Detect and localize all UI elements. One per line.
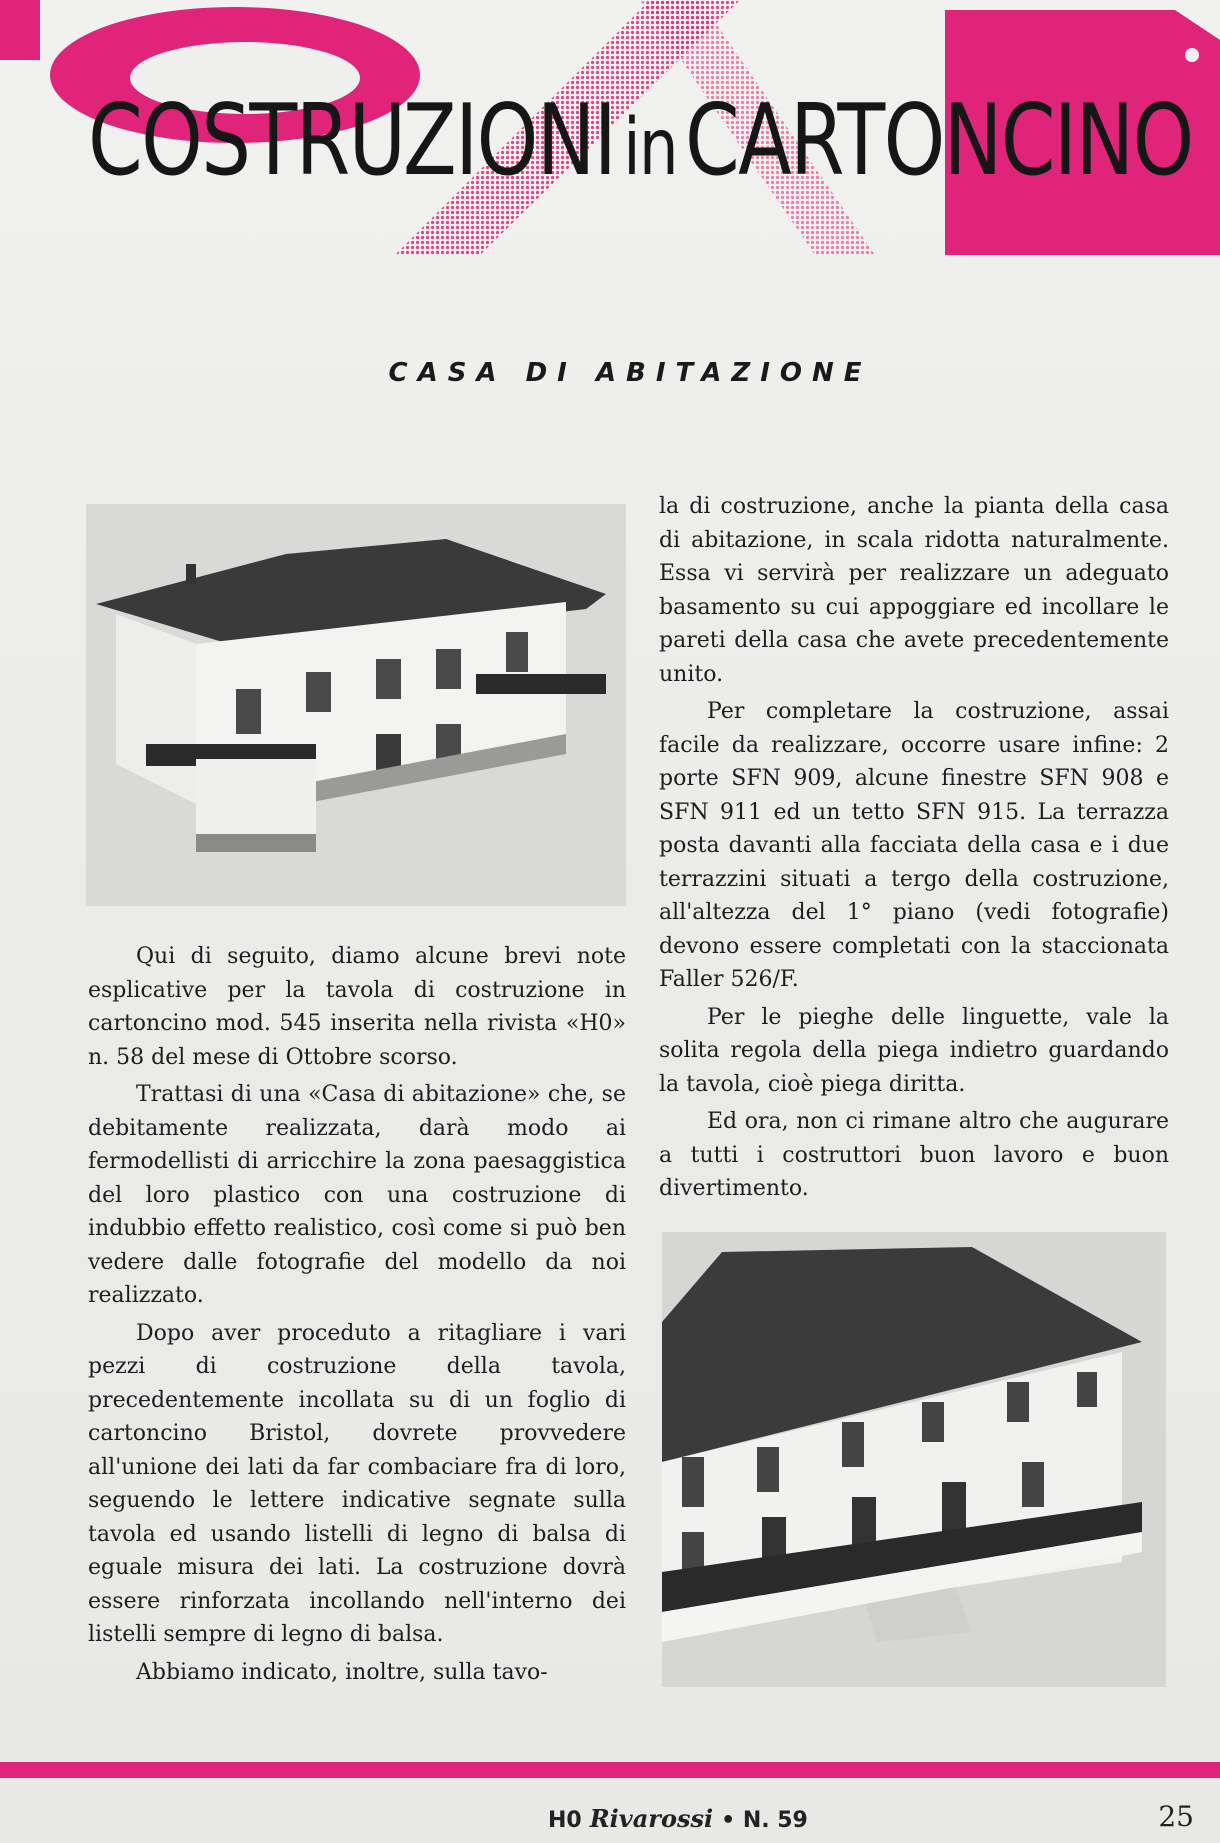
page-title — [88, 84, 1193, 198]
page-footer — [0, 1798, 1220, 1838]
paragraph: la di costruzione, anche la pianta della casa di abitazione, in scala ridotta naturalmente. Essa vi servirà per realizzare un adeguato basamento su cui appoggiare ed incollare le pareti della casa che avete precedentemente unito. — [659, 494, 1169, 687]
house-illustration — [662, 1232, 1166, 1687]
paragraph: Trattasi di una «Casa di abitazione» che, se debitamente realizzata, darà modo ai fermodellisti di arricchire la zona paesaggistica del loro plastico con una costruzione di indubbio effetto realistico, così come si può ben vedere dalle fotografie del modello da noi realizzato. — [88, 1082, 626, 1308]
right-column — [659, 490, 1169, 1206]
magazine-brand — [548, 1804, 808, 1833]
brand-name: Rivarossi — [589, 1804, 714, 1833]
house-photo-bottom — [662, 1232, 1166, 1687]
paragraph: Ed ora, non ci rimane altro che augurare a tutti i costruttori buon lavoro e buon divertimento. — [659, 1109, 1169, 1201]
issue-number: • N. 59 — [721, 1808, 808, 1833]
title-word-cartoncino: CARTONCINO — [684, 84, 1193, 198]
title-word-in: in — [623, 103, 677, 193]
left-column — [88, 940, 626, 1689]
page-number: 25 — [1158, 1800, 1194, 1833]
header-decoration — [0, 0, 1220, 260]
paragraph: Abbiamo indicato, inoltre, sulla tavo- — [136, 1659, 548, 1685]
paragraph: Qui di seguito, diamo alcune brevi note esplicative per la tavola di costruzione in cartoncino mod. 545 inserita nella rivista «H0» n. 58 del mese di Ottobre scorso. — [88, 944, 626, 1070]
paragraph: Dopo aver proceduto a ritagliare i vari pezzi di costruzione della tavola, precedentemente incollata su di un foglio di cartoncino Bristol, dovrete provvedere all'unione dei lati da far combaciare fra di loro, seguendo le lettere indicative segnate sulla tavola ed usando listelli di legno di balsa di eguale misura dei lati. La costruzione dovrà essere rinforzata incollando nell'interno dei listelli sempre di legno di balsa. — [88, 1320, 626, 1647]
section-title: CASA DI ABITAZIONE — [388, 358, 872, 388]
bottom-accent-bar — [0, 1762, 1220, 1778]
paragraph: Per le pieghe delle linguette, vale la solita regola della piega indietro guardando la tavola, cioè piega diritta. — [659, 1004, 1169, 1097]
title-word-costruzioni: COSTRUZIONI — [88, 84, 616, 198]
brand-h0: H0 — [548, 1808, 582, 1833]
house-photo-top — [86, 504, 626, 906]
paragraph: Per completare la costruzione, assai facile da realizzare, occorre usare infine: 2 porte SFN 909, alcune finestre SFN 908 e SFN 911 ed un tetto SFN 915. La terrazza posta davanti alla facciata della casa e i due terrazzini situati a tergo della costruzione, all'altezza del 1° piano (vedi fotografie) devono essere completati con la staccionata Faller 526/F. — [659, 699, 1169, 992]
house-illustration — [86, 504, 626, 906]
